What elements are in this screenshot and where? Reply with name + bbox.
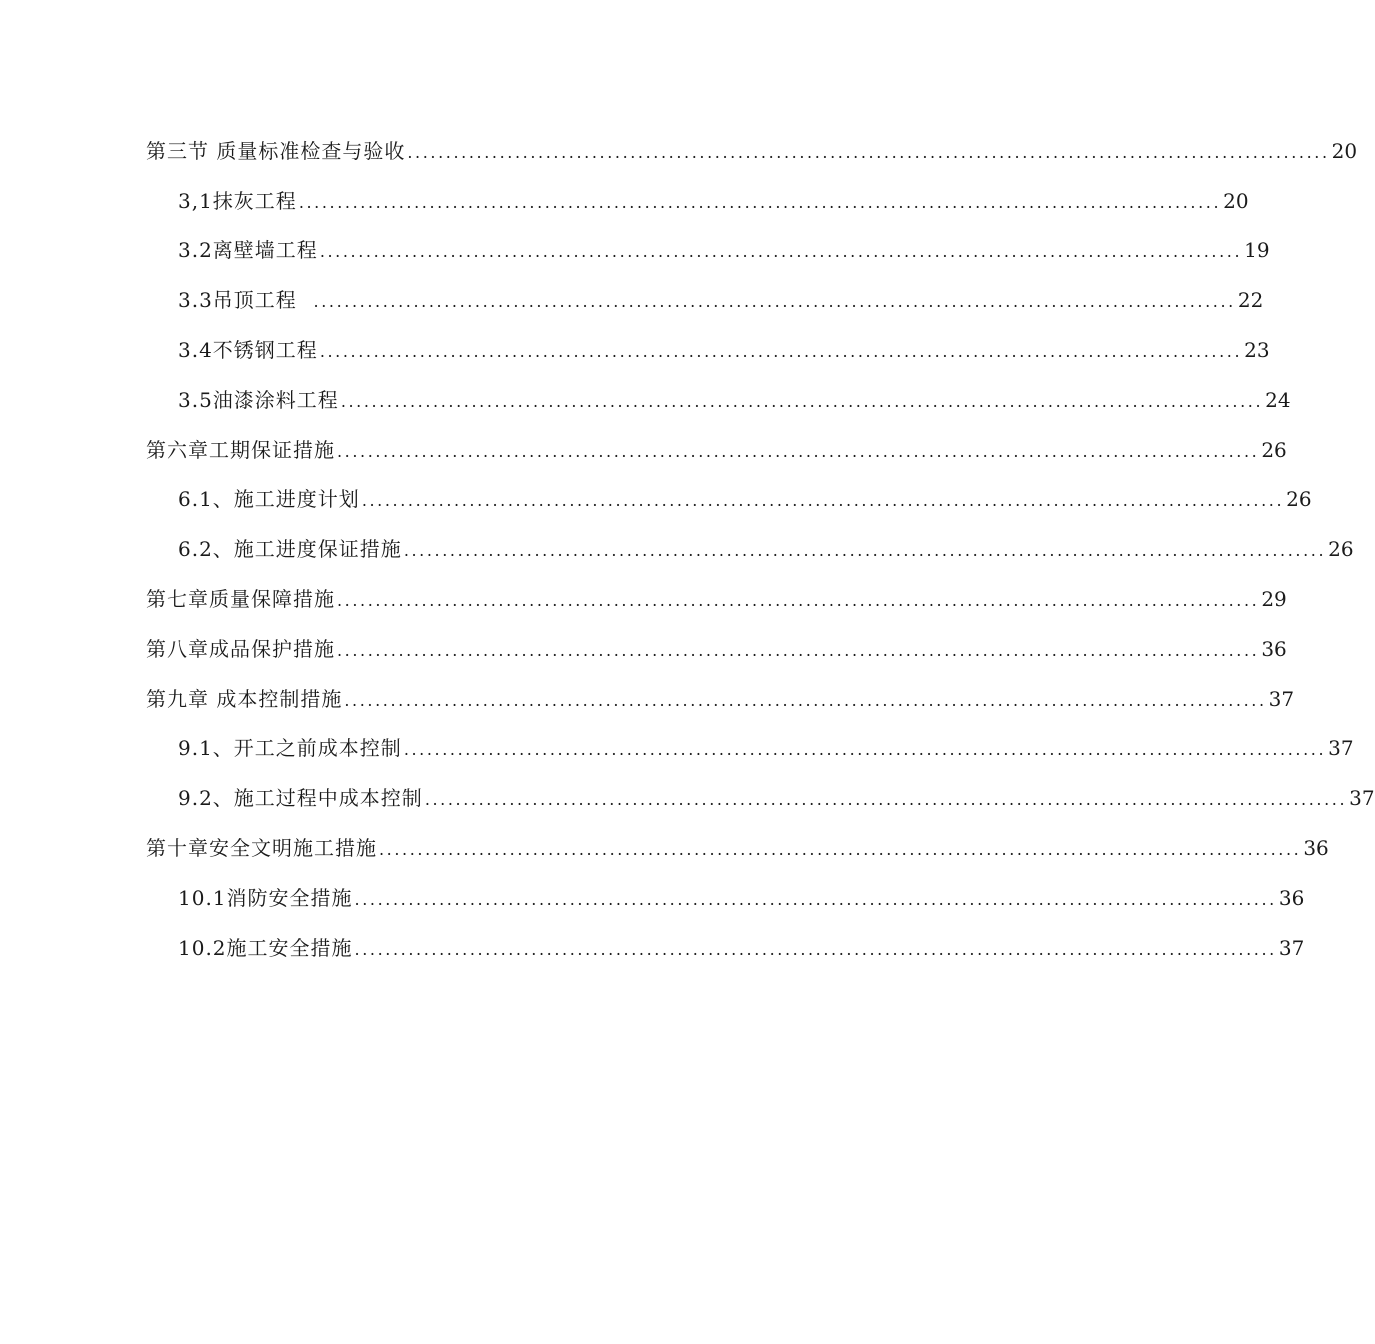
toc-page-number: 19 [1244, 238, 1270, 263]
toc-dot-leader: ........................................................................................................................ [319, 341, 1243, 361]
toc-entry-title: 9.1、开工之前成本控制 [178, 736, 402, 761]
toc-entry[interactable] [0, 574, 1287, 624]
toc-entry-title: 第七章质量保障措施 [146, 587, 335, 612]
toc-entry-title: 3.5油漆涂料工程 [178, 387, 339, 412]
toc-entry[interactable] [0, 873, 1305, 923]
toc-entry[interactable] [0, 773, 1375, 823]
toc-dot-leader: ........................................................................................................................ [337, 640, 1260, 660]
toc-page-number: 20 [1331, 138, 1358, 163]
toc-entry-title: 3.2离壁墙工程 [178, 238, 318, 263]
toc-entry[interactable] [0, 674, 1295, 724]
toc-dot-leader: ........................................................................................................................ [298, 192, 1222, 212]
toc-dot-leader: ........................................................................................................................ [337, 590, 1260, 610]
toc-page-number: 36 [1303, 836, 1329, 861]
toc-page-number: 23 [1244, 338, 1270, 363]
toc-entry[interactable] [0, 724, 1354, 774]
toc-page-number: 22 [1237, 288, 1264, 313]
toc-dot-leader: ........................................................................................................................ [354, 889, 1277, 909]
toc-dot-leader: ........................................................................................................................ [424, 790, 1348, 810]
toc-entry-title: 9.2、施工过程中成本控制 [178, 786, 423, 811]
toc-page-number: 26 [1286, 487, 1312, 512]
toc-page-number: 37 [1328, 736, 1354, 761]
toc-page-number: 26 [1261, 437, 1287, 462]
toc-entry[interactable] [0, 176, 1249, 226]
toc-dot-leader: ........................................................................................................................ [319, 242, 1243, 262]
toc-entry-title: 3.4不锈钢工程 [178, 338, 318, 363]
toc-page-number: 37 [1278, 935, 1305, 960]
toc-entry[interactable] [0, 524, 1354, 574]
toc-entry[interactable] [0, 226, 1270, 276]
toc-entry-title: 第六章工期保证措施 [146, 437, 335, 462]
toc-page-number: 37 [1268, 686, 1295, 711]
toc-entry-title: 3.3吊顶工程 [178, 288, 312, 313]
toc-page-number: 37 [1349, 786, 1375, 811]
toc-entry-title: 第八章成品保护措施 [146, 636, 335, 661]
toc-entry-title: 10.2施工安全措施 [178, 935, 353, 960]
toc-dot-leader: ........................................................................................................................ [354, 939, 1277, 959]
toc-page-number: 26 [1328, 537, 1354, 562]
toc-entry-title: 10.1消防安全措施 [178, 885, 353, 910]
toc-entry-title: 第三节 质量标准检查与验收 [146, 138, 406, 163]
toc-entry[interactable] [0, 275, 1264, 325]
toc-dot-leader: ........................................................................................................................ [379, 839, 1302, 859]
toc-page-number: 20 [1223, 188, 1249, 213]
toc-page-number: 36 [1278, 885, 1305, 910]
toc-page-number: 24 [1265, 387, 1291, 412]
toc-dot-leader: ........................................................................................................................ [403, 541, 1327, 561]
toc-entry[interactable] [0, 923, 1305, 973]
toc-entry-title: 第九章 成本控制措施 [146, 686, 343, 711]
toc-entry[interactable] [0, 425, 1287, 475]
toc-entry[interactable] [0, 325, 1270, 375]
toc-dot-leader: ........................................................................................................................ [344, 690, 1267, 710]
toc-entry-title: 3,1抹灰工程 [178, 188, 297, 213]
toc-entry[interactable] [0, 375, 1291, 425]
toc-page-number: 36 [1261, 636, 1287, 661]
toc-dot-leader: ........................................................................................................................ [313, 292, 1236, 312]
toc-entry-title: 6.1、施工进度计划 [178, 487, 360, 512]
toc-dot-leader: ........................................................................................................................ [337, 441, 1260, 461]
toc-entry-title: 6.2、施工进度保证措施 [178, 537, 402, 562]
toc-entry[interactable] [0, 823, 1329, 873]
toc-page-number: 29 [1261, 587, 1287, 612]
toc-entry[interactable] [0, 475, 1312, 525]
toc-entry[interactable] [0, 126, 1358, 176]
toc-dot-leader: ........................................................................................................................ [340, 391, 1264, 411]
toc-entry-title: 第十章安全文明施工措施 [146, 836, 377, 861]
toc-dot-leader: ........................................................................................................................ [407, 142, 1330, 162]
table-of-contents [0, 126, 1375, 973]
toc-dot-leader: ........................................................................................................................ [403, 740, 1327, 760]
toc-entry[interactable] [0, 624, 1287, 674]
toc-dot-leader: ........................................................................................................................ [361, 491, 1285, 511]
